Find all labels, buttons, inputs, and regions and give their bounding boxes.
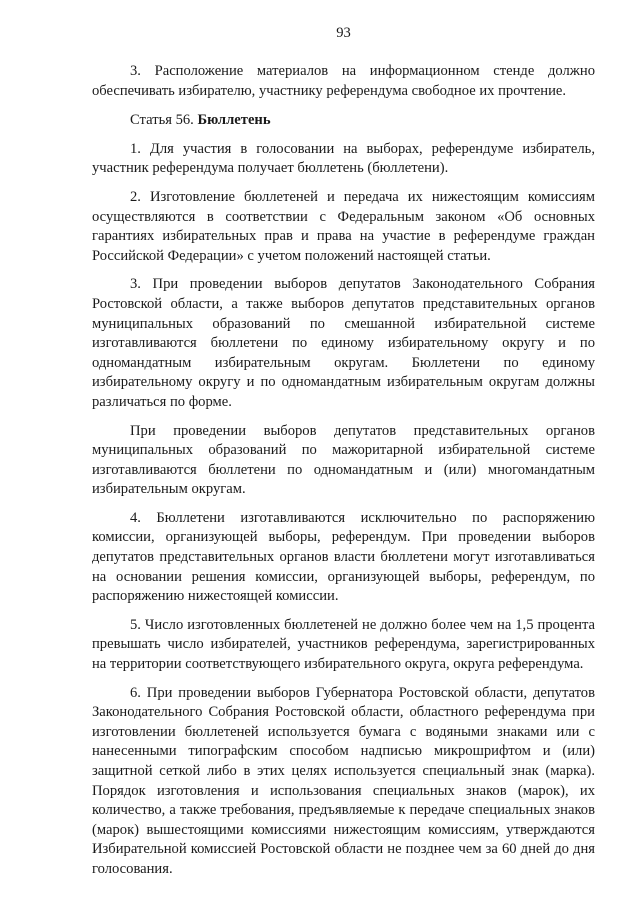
paragraph-4: 4. Бюллетени изготавливаются исключительно по распоряжению комиссии, организующей выборы, референдум. При проведении выборов депутатов представительных органов власти бюллетени могут изготавливаться на основании решения комиссии, организующей выборы, референдум, по распоряжению нижестоящей комиссии. (92, 509, 595, 605)
article-heading (92, 111, 595, 131)
document-page (92, 24, 595, 889)
paragraph-3-continued: При проведении выборов депутатов представительных органов муниципальных образований по мажоритарной избирательной системе изготавливаются бюллетени по одномандатным и (или) многомандатным избирательным округам. (92, 422, 595, 498)
paragraph-1: 1. Для участия в голосовании на выборах, референдуме избиратель, участник референдума получает бюллетень (бюллетени). (92, 140, 595, 177)
paragraph-3-stand: 3. Расположение материалов на информационном стенде должно обеспечивать избирателю, участнику референдума свободное их прочтение. (92, 63, 595, 99)
paragraph-2: 2. Изготовление бюллетеней и передача их нижестоящим комиссиям осуществляются в соответствии с Федеральным законом «Об основных гарантиях избирательных прав и права на участие в референдуме граждан Российской Федерации» с учетом положений настоящей статьи. (92, 188, 595, 264)
page-number: 93 (336, 25, 351, 41)
paragraph-6: 6. При проведении выборов Губернатора Ростовской области, депутатов Законодательного Собрания Ростовской области, областного референдума при изготовлении бюллетеней используется бумага с водяными знаками или с нанесенными типографским способом надписью микрошрифтом и (или) защитной сеткой либо в этих целях используется специальный знак (марка). Порядок изготовления и использования специальных знаков (марок), их количество, а также требования, предъявляемые к передаче специальных знаков (марок) вышестоящими комиссиями нижестоящим комиссиям, утверждаются Избирательной комиссией Ростовской области не позднее чем за 60 дней до дня голосования. (92, 684, 595, 877)
paragraph-3: 3. При проведении выборов депутатов Законодательного Собрания Ростовской области, а также выборов депутатов представительных органов муниципальных образований по смешанной избирательной системе изготавливаются бюллетени по единому избирательному округу и по одномандатным избирательным округам. Бюллетени по единому избирательному округу и по одномандатным избирательным округам должны различаться по форме. (92, 276, 595, 410)
article-title: Бюллетень (197, 112, 271, 129)
article-prefix: Статья 56. (130, 112, 194, 129)
paragraph-5: 5. Число изготовленных бюллетеней не должно более чем на 1,5 процента превышать число избирателей, участников референдума, зарегистрированных на территории соответствующего избирательного округа, округа референдума. (92, 616, 595, 673)
